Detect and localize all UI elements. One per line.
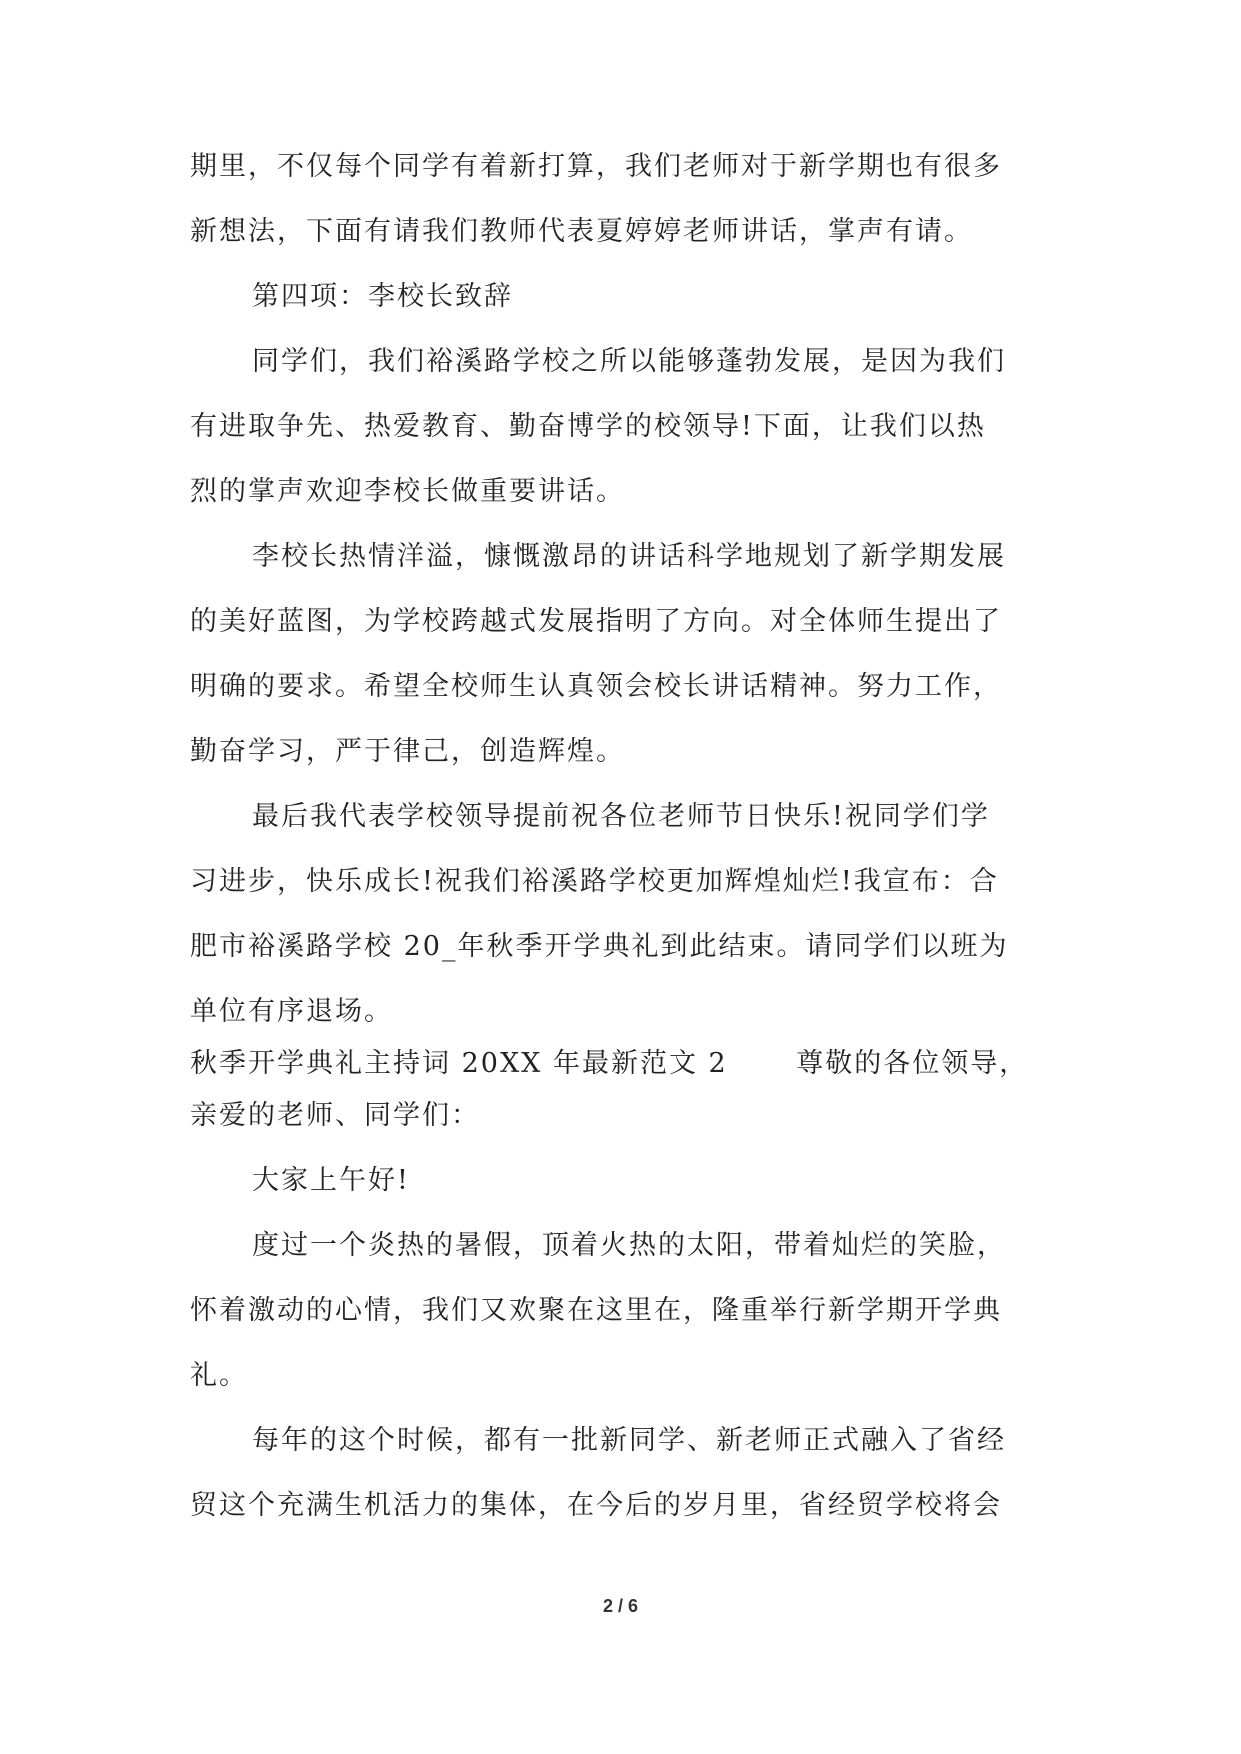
text-line: 勤奋学习，严于律己，创造辉煌。 — [190, 736, 625, 767]
text-line: 期里，不仅每个同学有着新打算，我们老师对于新学期也有很多 — [190, 151, 1002, 182]
text-line: 怀着激动的心情，我们又欢聚在这里在，隆重举行新学期开学典 — [190, 1295, 1002, 1326]
text-line: 每年的这个时候，都有一批新同学、新老师正式融入了省经 — [252, 1425, 1006, 1456]
text-line: 最后我代表学校领导提前祝各位老师节日快乐!祝同学们学 — [252, 801, 990, 832]
salutation-line: 亲爱的老师、同学们： — [190, 1100, 480, 1131]
text-line: 同学们，我们裕溪路学校之所以能够蓬勃发展，是因为我们 — [252, 346, 1006, 377]
text-line: 新想法，下面有请我们教师代表夏婷婷老师讲话，掌声有请。 — [190, 216, 973, 247]
text-line: 度过一个炎热的暑假，顶着火热的太阳，带着灿烂的笑脸， — [252, 1230, 1006, 1261]
text-line: 肥市裕溪路学校 20_年秋季开学典礼到此结束。请同学们以班为 — [190, 931, 1009, 962]
text-line: 有进取争先、热爱教育、勤奋博学的校领导!下面，让我们以热 — [190, 411, 986, 442]
text-line: 的美好蓝图，为学校跨越式发展指明了方向。对全体师生提出了 — [190, 606, 1002, 637]
text-line: 习进步，快乐成长!祝我们裕溪路学校更加辉煌灿烂!我宣布：合 — [190, 866, 999, 897]
text-line: 单位有序退场。 — [190, 996, 393, 1027]
section-heading: 第四项：李校长致辞 — [252, 281, 513, 312]
text-line: 礼。 — [190, 1360, 248, 1391]
text-line: 烈的掌声欢迎李校长做重要讲话。 — [190, 476, 625, 507]
article-title-line: 秋季开学典礼主持词 20XX 年最新范文 2 尊敬的各位领导， — [190, 1048, 1029, 1079]
text-line: 明确的要求。希望全校师生认真领会校长讲话精神。努力工作， — [190, 671, 1002, 702]
page-number: 2 / 6 — [602, 1596, 639, 1616]
text-line: 贸这个充满生机活力的集体，在今后的岁月里，省经贸学校将会 — [190, 1490, 1002, 1521]
text-line: 李校长热情洋溢，慷慨激昂的讲话科学地规划了新学期发展 — [252, 541, 1006, 572]
greeting-line: 大家上午好! — [252, 1165, 410, 1196]
document-body — [190, 150, 1065, 1554]
